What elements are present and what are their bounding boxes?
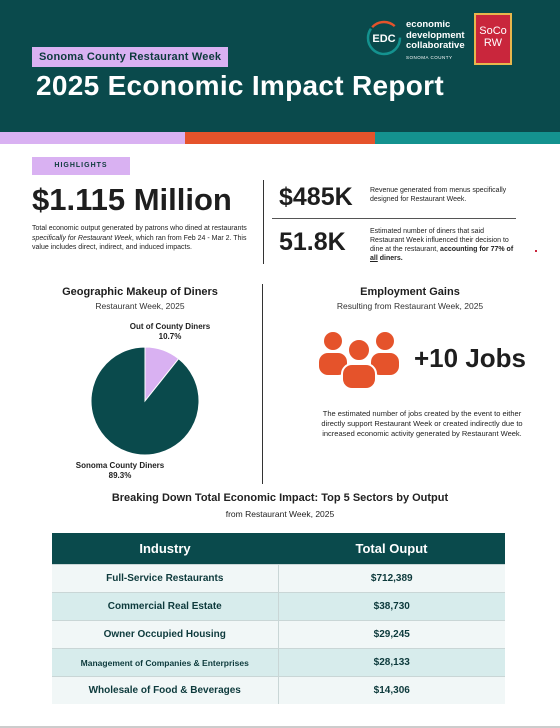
industry-cell: Commercial Real Estate [52, 593, 278, 621]
pie-slice-sonoma-county-diners [91, 347, 199, 455]
diners-description: Estimated number of diners that said Restaurant Week influenced their decision to dine at the restaurant, accounting for 77% of all diners. [370, 228, 514, 262]
event-tag: Sonoma County Restaurant Week [32, 47, 228, 67]
total-output-value: $1.115 Million [32, 182, 232, 217]
table-row [52, 565, 505, 593]
decorative-dot [535, 250, 537, 252]
jobs-description: The estimated number of jobs created by the event to either directly support Restaurant Week or created indirectly due to increased economic activity generated by Restaurant Week. [321, 409, 523, 438]
stripe-orange [185, 132, 375, 144]
geo-title: Geographic Makeup of Diners [62, 286, 218, 298]
industry-cell: Management of Companies & Enterprises [52, 649, 278, 677]
edc-logo-icon [366, 20, 402, 56]
divider [262, 284, 263, 484]
table-row [52, 593, 505, 621]
column-header-output: Total Ouput [278, 533, 505, 565]
total-output-description: Total economic output generated by patrons who dined at restaurants specifically for Restaurant Week, which ran from Feb 24 - Mar 2. This value includes direct, indirect, and induced impacts. [32, 225, 247, 251]
geo-subtitle: Restaurant Week, 2025 [95, 301, 185, 311]
table-row [52, 649, 505, 677]
divider [272, 218, 516, 219]
people-group-icon [316, 328, 402, 390]
diners-value: 51.8K [279, 228, 346, 256]
highlights-badge: HIGHLIGHTS [32, 157, 130, 175]
stripe-teal [375, 132, 560, 144]
edc-logo-text: EDC [372, 33, 396, 45]
output-cell: $38,730 [278, 593, 505, 621]
divider [263, 180, 264, 264]
industry-cell: Full-Service Restaurants [52, 565, 278, 593]
industry-cell: Wholesale of Food & Beverages [52, 677, 278, 705]
sectors-title: Breaking Down Total Economic Impact: Top 5 Sectors by Output [111, 492, 449, 504]
report-header [0, 0, 560, 132]
employment-title: Employment Gains [360, 286, 460, 298]
industry-cell: Owner Occupied Housing [52, 621, 278, 649]
soco-rw-logo: SoCo RW [474, 13, 512, 65]
output-cell: $14,306 [278, 677, 505, 705]
edc-wordmark: economic development collaborative SONOMA COUNTY [406, 19, 465, 60]
stripe-lavender [0, 132, 185, 144]
menu-revenue-description: Revenue generated from menus specifically designed for Restaurant Week. [370, 187, 507, 203]
sectors-table [52, 533, 505, 704]
sonoma-county-label: Sonoma County Diners 89.3% [75, 461, 165, 480]
employment-subtitle: Resulting from Restaurant Week, 2025 [336, 301, 484, 311]
out-of-county-label: Out of County Diners 10.7% [129, 322, 211, 341]
menu-revenue-value: $485K [279, 183, 353, 211]
output-cell: $28,133 [278, 649, 505, 677]
jobs-value: +10 Jobs [414, 343, 527, 373]
diners-pie-chart [90, 346, 200, 456]
output-cell: $712,389 [278, 565, 505, 593]
column-header-industry: Industry [52, 533, 278, 565]
table-row [52, 677, 505, 705]
table-row [52, 621, 505, 649]
sectors-subtitle: from Restaurant Week, 2025 [225, 509, 335, 519]
page-title: 2025 Economic Impact Report [36, 70, 445, 101]
output-cell: $29,245 [278, 621, 505, 649]
